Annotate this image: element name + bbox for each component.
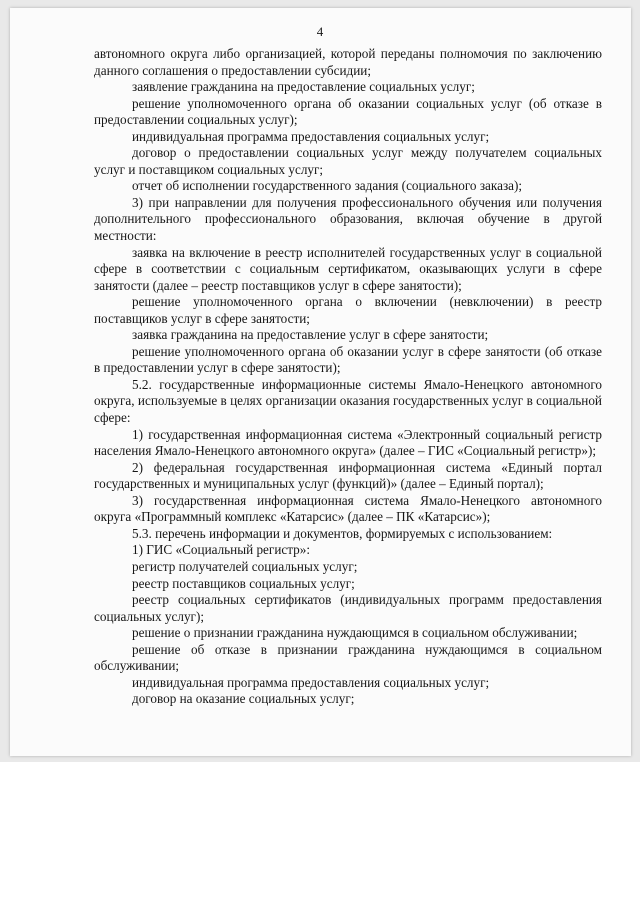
paragraph-2: заявление гражданина на предоставление социальных услуг; — [132, 79, 475, 95]
paragraph-5: договор о предоставлении социальных услуг между получателем социальных услуг и поставщиком социальных услуг; — [94, 145, 602, 177]
paragraph-16: 5.3. перечень информации и документов, формируемых с использованием: — [132, 525, 553, 541]
paragraph-19: реестр поставщиков социальных услуг; — [132, 575, 355, 591]
paragraph-7: 3) при направлении для получения профессионального обучения или получения дополнительного профессионального образования, включая обучение в другой местности: — [94, 194, 602, 244]
scan-bottom-margin — [0, 762, 640, 905]
paragraph-17: 1) ГИС «Социальный регистр»: — [132, 542, 310, 558]
paragraph-21: решение о признании гражданина нуждающимся в социальном обслуживании; — [132, 625, 578, 641]
paragraph-11: решение уполномоченного органа об оказании услуг в сфере занятости (об отказе в предоставлении услуг в сфере занятости); — [94, 343, 602, 376]
paragraph-1: автономного округа либо организацией, которой переданы полномочия по заключению данного соглашения о предоставлении субсидии; — [94, 46, 602, 78]
paragraph-22: решение об отказе в признании гражданина нуждающимся в социальном обслуживании; — [94, 641, 602, 674]
document-body — [94, 46, 602, 708]
paragraph-4: индивидуальная программа предоставления социальных услуг; — [132, 128, 490, 144]
paragraph-23: индивидуальная программа предоставления социальных услуг; — [132, 674, 490, 690]
paragraph-12: 5.2. государственные информационные системы Ямало-Ненецкого автономного округа, используемые в целях организации оказания государственных услуг в социальной сфере: — [94, 376, 602, 426]
paragraph-8: заявка на включение в реестр исполнителей государственных услуг в социальной сфере в соответствии с социальным сертификатом, оказывающих услуги в сфере занятости (далее – реестр поставщиков услуг в сфере занятости); — [94, 244, 602, 293]
page-number: 4 — [316, 24, 324, 39]
paragraph-9: решение уполномоченного органа о включении (невключении) в реестр поставщиков услуг в сфере занятости; — [94, 294, 602, 326]
paragraph-15: 3) государственная информационная система Ямало-Ненецкого автономного округа «Программный комплекс «Катарсис» (далее – ПК «Катарсис»); — [94, 492, 602, 525]
paragraph-20: реестр социальных сертификатов (индивидуальных программ предоставления социальных услуг); — [94, 592, 602, 624]
paragraph-10: заявка гражданина на предоставление услуг в сфере занятости; — [132, 327, 489, 343]
paragraph-3: решение уполномоченного органа об оказании социальных услуг (об отказе в предоставлении социальных услуг); — [94, 95, 602, 128]
paragraph-13: 1) государственная информационная система «Электронный социальный регистр населения Ямало-Ненецкого автономного округа» (далее – ГИС «Социальный регистр»); — [94, 426, 602, 459]
paragraph-14: 2) федеральная государственная информационная система «Единый портал государственных и муниципальных услуг (функций)» (далее – Единый портал); — [94, 459, 602, 492]
paragraph-24: договор на оказание социальных услуг; — [132, 691, 355, 707]
paragraph-6: отчет об исполнении государственного задания (социального заказа); — [132, 178, 523, 194]
paragraph-18: регистр получателей социальных услуг; — [132, 558, 358, 574]
